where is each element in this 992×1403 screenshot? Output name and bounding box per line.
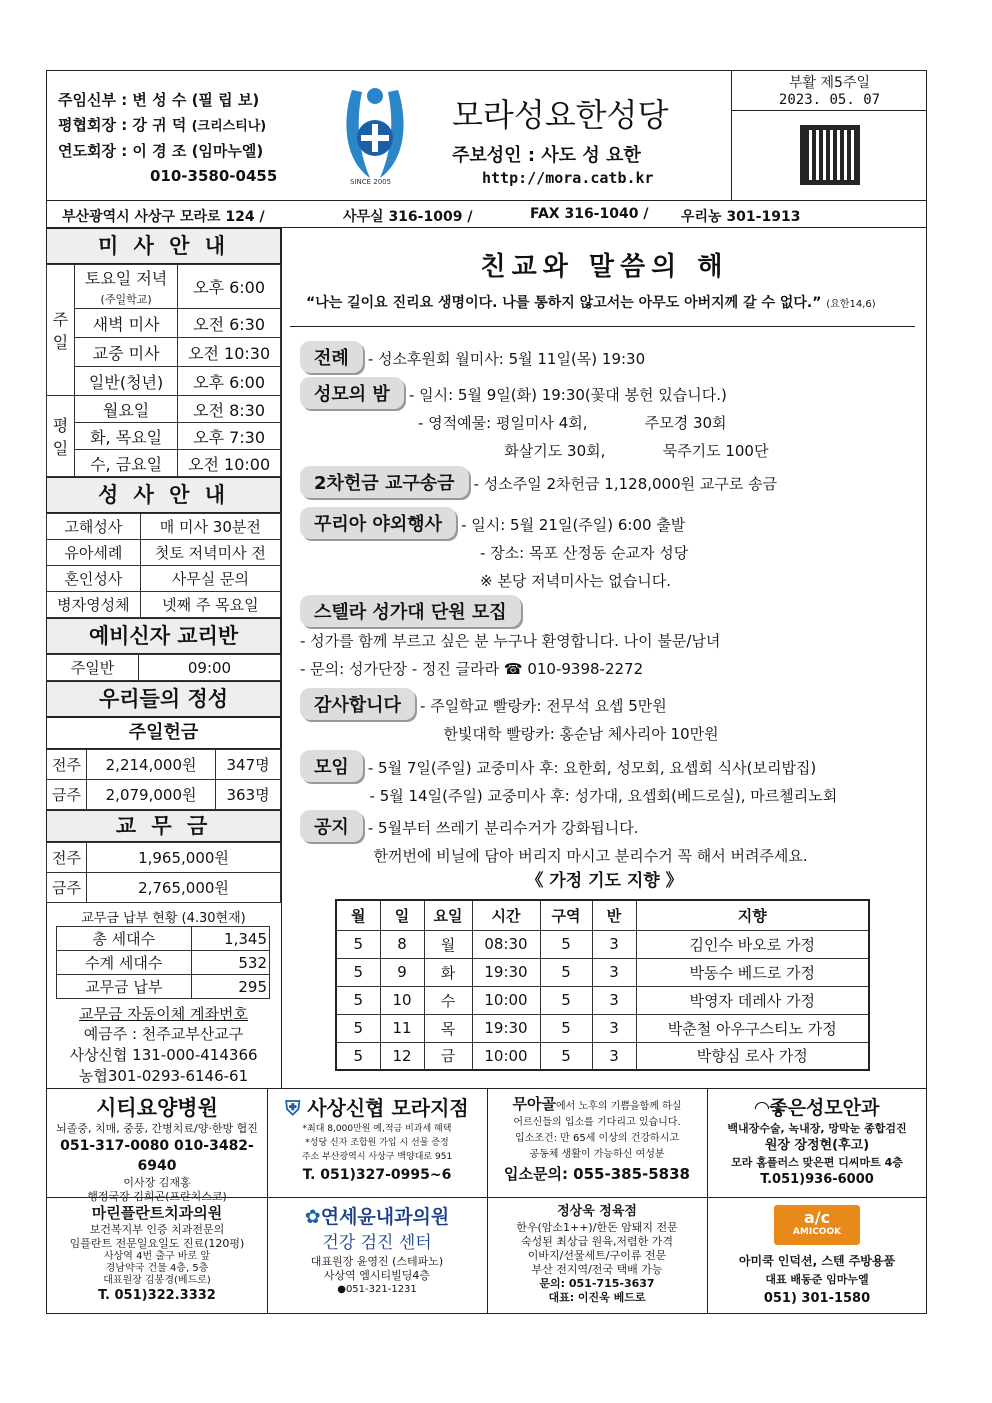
logo-text: AMICOOK: [792, 1227, 842, 1237]
ad-line: 공동체 생활이 가능하신 여성분: [529, 1149, 665, 1160]
section-line: - 주일학교 빨랑카: 전무석 요셉 5만원: [420, 697, 667, 715]
prayer-cell: 5: [336, 1042, 380, 1070]
section-tag: 전례: [300, 341, 363, 373]
scripture-quote: “나는 길이요 진리요 생명이다. 나를 통하지 않고서는 아무도 아버지께 갈 수 없다.” (요한14,6): [306, 295, 876, 311]
role: 주임신부: [58, 91, 116, 109]
mass-time: 오전 10:00: [178, 450, 281, 477]
left-column: [46, 228, 281, 1087]
prayer-cell: 박향심 로사 가정: [636, 1042, 869, 1070]
mass-table: [46, 264, 281, 477]
ad-line: 한우(암소1++)/한돈 암돼지 전문: [516, 1221, 678, 1234]
staff-row: 주임신부 : 변 성 수 (필 립 보): [58, 91, 260, 109]
section-line: 한빛대학 빨랑카: 홍순남 체사리아 10만원: [434, 725, 719, 743]
ad-line: 이사장 김재홍: [123, 1176, 191, 1189]
eye-logo-icon: ◠: [754, 1097, 770, 1119]
ad-line: 대표원장 윤영진 (스테파노): [310, 1255, 444, 1268]
ad-internal-clinic: [270, 1203, 484, 1297]
ad-title: 정상욱 정육점: [557, 1204, 637, 1219]
prayer-cell: 수: [424, 986, 472, 1014]
ad-title-row: [270, 1203, 484, 1231]
ad-line: 행정국장 김희곤(프란치스코): [87, 1190, 227, 1203]
ad-title: 아미쿡 인덕션, 스텐 주방용품: [738, 1254, 896, 1268]
dues-title: 교 무 금: [46, 810, 281, 842]
prayer-row: [336, 958, 869, 986]
sacrament-name: 고해성사: [47, 514, 141, 540]
amicook-logo-icon: [774, 1205, 860, 1245]
prayer-cell: 10:00: [472, 1042, 540, 1070]
section-line: - 성소주일 2차헌금 1,128,000원 교구로 송금: [473, 475, 778, 493]
ad-title: 시티요양병원: [96, 1096, 218, 1120]
section-tag: 모임: [300, 750, 363, 782]
staff-row: 평협회장 : 강 귀 덕 (크리스티나): [58, 116, 267, 134]
church-name: 모라성요한성당: [452, 96, 669, 134]
ad-divider: [267, 1088, 268, 1314]
status-label: 총 세대수: [57, 927, 192, 951]
ad-line: 모라 홈플러스 맞은편 디씨마트 4층: [731, 1156, 903, 1169]
ad-line: 숙성된 최상급 원육,저렴한 가격: [520, 1235, 674, 1248]
bank-logo-icon: ⛨: [285, 1096, 301, 1120]
ad-title-row: [490, 1096, 704, 1115]
prayer-cell: 3: [592, 986, 636, 1014]
section-curia: [300, 507, 688, 595]
prayer-cell: 목: [424, 1014, 472, 1042]
section-line: - 영적예물: 평일미사 4회, 주모경 30회: [418, 414, 727, 432]
prayer-cell: 19:30: [472, 958, 540, 986]
ad-line: 대표: 이진욱 베드로: [548, 1291, 646, 1304]
prayer-cell: 박춘철 아우구스티노 가정: [636, 1014, 869, 1042]
column-divider: [281, 228, 282, 1088]
amount: 1,965,000원: [87, 843, 281, 873]
date-box: [731, 70, 927, 200]
col-header: 일: [380, 900, 424, 930]
col-header: 요일: [424, 900, 472, 930]
prayer-row: [336, 1042, 869, 1070]
prayer-cell: 10: [380, 986, 424, 1014]
prayer-cell: 3: [592, 1014, 636, 1042]
prayer-cell: 5: [336, 930, 380, 958]
prayer-cell: 5: [540, 958, 592, 986]
phone: 010-3580-0455: [150, 167, 278, 185]
section-line: - 장소: 목포 산정동 순교자 성당: [480, 544, 689, 562]
ad-line: 임플란트 전문일요일도 진료(120평): [69, 1237, 245, 1250]
account-number: 사상신협 131-000-414366: [69, 1046, 258, 1064]
prayer-cell: 월: [424, 930, 472, 958]
offering-subtitle: 주일헌금: [46, 717, 281, 749]
ad-line: *성당 신자 조합원 가입 시 선물 증정: [305, 1138, 449, 1148]
saint: (필 립 보): [191, 91, 260, 109]
ad-title-row: [710, 1094, 924, 1122]
ad-phone: 문의: 051-715-3637: [539, 1277, 655, 1290]
week-label: 전주: [47, 750, 87, 780]
ad-divider: [487, 1088, 488, 1314]
prayer-cell: 5: [540, 1014, 592, 1042]
account-title: 교무금 자동이체 계좌번호: [79, 1005, 248, 1023]
ad-title: 연세윤내과의원: [320, 1206, 450, 1228]
church-logo-icon: [340, 80, 410, 190]
website-link[interactable]: http://mora.catb.kr: [482, 169, 654, 187]
sacrament-name: 병자영성체: [47, 592, 141, 618]
prayer-cell: 김인수 바오로 가정: [636, 930, 869, 958]
col-header: 월: [336, 900, 380, 930]
prayer-cell: 11: [380, 1014, 424, 1042]
dues-status-table: [56, 926, 270, 999]
section-tag: 2차헌금 교구송금: [300, 466, 469, 498]
mass-time: 오전 8:30: [178, 396, 281, 423]
section-line: - 5월 14일(주일) 교중미사 후: 성가대, 요셉회(베드로실), 마르첼리노회: [360, 787, 838, 805]
section-notice: [300, 810, 808, 870]
ad-dental: [50, 1203, 264, 1305]
year-title: 친교와 말씀의 해: [480, 252, 729, 282]
ad-line: 보건복지부 인증 치과전문의: [89, 1223, 225, 1236]
prayer-cell: 5: [540, 986, 592, 1014]
fax: FAX 316-1040 /: [530, 206, 649, 222]
ad-phone-row: [270, 1283, 484, 1297]
mass-title: 미 사 안 내: [46, 228, 281, 264]
prayer-row: [336, 930, 869, 958]
class-time: 09:00: [139, 655, 281, 681]
prayer-cell: 5: [540, 930, 592, 958]
prayer-title: 《 가정 기도 지향 》: [526, 871, 683, 891]
account-number: 농협301-0293-6146-61: [78, 1067, 249, 1085]
mass-name: 새벽 미사: [75, 309, 178, 338]
prayer-cell: 5: [336, 1014, 380, 1042]
ad-subtitle: 건강 검진 센터: [322, 1233, 432, 1253]
ad-line: *최대 8,000만원 예,적금 비과세 혜택: [302, 1124, 452, 1134]
office-phone: 사무실 316-1009 /: [343, 209, 473, 225]
role: 평협회장: [58, 116, 116, 134]
ad-butcher: [490, 1203, 704, 1305]
section-tag: 스텔라 성가대 단원 모집: [300, 595, 521, 627]
mass-name: 수, 금요일: [75, 450, 178, 477]
catechumen-title: 예비신자 교리반: [46, 618, 281, 654]
count: 363명: [216, 780, 281, 810]
ad-eye-clinic: [710, 1094, 924, 1190]
prayer-cell: 12: [380, 1042, 424, 1070]
section-line: - 문의: 성가단장 - 정진 글라라 ☎ 010-9398-2272: [300, 660, 644, 678]
count: 347명: [216, 750, 281, 780]
col-header: 반: [592, 900, 636, 930]
prayer-cell: 3: [592, 930, 636, 958]
prayer-cell: 9: [380, 958, 424, 986]
section-line: - 성가를 함께 부르고 싶은 분 누구나 환영합니다. 나이 불문/남녀: [300, 632, 721, 650]
prayer-table: [335, 899, 870, 1071]
mass-name: 교중 미사: [75, 338, 178, 367]
prayer-row: [336, 1014, 869, 1042]
ad-city-hospital: [50, 1094, 264, 1204]
staff-block: [58, 88, 328, 189]
sacrament-table: [46, 513, 281, 618]
prayer-cell: 박동수 베드로 가정: [636, 958, 869, 986]
section-liturgy: [300, 341, 645, 373]
ad-line: 사상역 엠시티빌딩4층: [323, 1269, 431, 1282]
address: 부산광역시 사상구 모라로 124 /: [62, 209, 265, 225]
section-tag: 성모의 밤: [300, 377, 404, 409]
clinic-logo-icon: ✿: [304, 1206, 321, 1228]
prayer-header: [336, 900, 869, 930]
ad-divider: [707, 1088, 708, 1314]
section-line: - 일시: 5월 9일(화) 19:30(꽃대 봉헌 있습니다.): [408, 386, 727, 404]
status-value: 532: [191, 951, 269, 975]
ad-line: 경남약국 건물 4층, 5층: [105, 1263, 209, 1274]
offering-title: 우리들의 정성: [46, 681, 281, 717]
col-header: 지향: [636, 900, 869, 930]
prayer-cell: 5: [336, 986, 380, 1014]
prayer-row: [336, 986, 869, 1014]
address-bar: [46, 200, 927, 228]
logo-mark: a/c: [803, 1208, 831, 1227]
week-label: 금주: [47, 780, 87, 810]
status-value: 1,345: [191, 927, 269, 951]
ad-line: 부산 전지역/전국 택배 가능: [531, 1263, 663, 1276]
ad-title-row: [270, 1094, 484, 1122]
section-line: - 5월부터 쓰레기 분리수거가 강화됩니다.: [367, 819, 639, 837]
account-holder: 예금주 : 천주교부산교구: [83, 1025, 244, 1043]
mass-time: 오후 7:30: [178, 423, 281, 450]
ad-line: 입소조건: 만 65세 이상의 건강하시고: [514, 1133, 680, 1144]
post-phone: 우리농 301-1913: [681, 209, 801, 225]
staff-row: 연도회장 : 이 경 조 (임마누엘): [58, 142, 264, 160]
sacrament-name: 유아세례: [47, 540, 141, 566]
prayer-cell: 10:00: [472, 986, 540, 1014]
sacrament-title: 성 사 안 내: [46, 477, 281, 513]
ad-line: 백내장수술, 녹내장, 망막눈 종합검진: [727, 1122, 907, 1135]
prayer-cell: 19:30: [472, 1014, 540, 1042]
ad-line: 대표 배동준 임마누엘: [765, 1273, 869, 1286]
dues-status-title: 교무금 납부 현황 (4.30현재): [81, 911, 246, 926]
amount: 2,214,000원: [87, 750, 216, 780]
patron-saint: 주보성인 : 사도 성 요한: [452, 145, 641, 166]
ad-phone: 051) 301-1580: [763, 1291, 871, 1306]
col-header: 시간: [472, 900, 540, 930]
week-label: 금주: [47, 873, 87, 903]
ad-nursing-home: [490, 1096, 704, 1185]
prayer-cell: 3: [592, 958, 636, 986]
mass-name: 토요일 저녁 (주일학교): [75, 265, 178, 309]
prayer-cell: 5: [540, 1042, 592, 1070]
ad-title: 사상신협 모라지점: [307, 1096, 469, 1120]
section-tag: 감사합니다: [300, 688, 415, 720]
mass-name: 월요일: [75, 396, 178, 423]
section-thanks: [300, 688, 719, 748]
mass-name: 일반(청년): [75, 367, 178, 396]
section-mary-night: [300, 377, 768, 465]
amount: 2,765,000원: [87, 873, 281, 903]
mass-time: 오후 6:00: [178, 265, 281, 309]
qr-code-icon: [800, 125, 860, 185]
sacrament-time: 넷째 주 목요일: [140, 592, 280, 618]
ad-title: 무아골: [512, 1095, 556, 1113]
mass-time: 오전 10:30: [178, 338, 281, 367]
section-tag: 꾸리아 야외행사: [300, 507, 456, 539]
prayer-cell: 화: [424, 958, 472, 986]
ad-line: 어르신들의 입소를 기다리고 있습니다.: [513, 1117, 681, 1128]
section-choir: [300, 595, 720, 683]
ad-phone: 051-321-1231: [345, 1284, 417, 1295]
section-meeting: [300, 750, 837, 810]
ad-phone: T.051)936-6000: [760, 1172, 874, 1187]
ad-line: 사상역 4번 출구 바로 앞: [103, 1251, 211, 1262]
offering-table: [46, 749, 281, 810]
mass-name: 화, 목요일: [75, 423, 178, 450]
section-line: 화살기도 30회, 묵주기도 100단: [490, 442, 769, 460]
section-line: ※ 본당 저녁미사는 없습니다.: [480, 572, 672, 590]
ad-title: 좋은성모안과: [769, 1097, 880, 1119]
prayer-cell: 금: [424, 1042, 472, 1070]
week-label: 전주: [47, 843, 87, 873]
saint: (크리스티나): [191, 119, 267, 134]
prayer-cell: 박영자 데레사 가정: [636, 986, 869, 1014]
amount: 2,079,000원: [87, 780, 216, 810]
sacrament-name: 혼인성사: [47, 566, 141, 592]
mass-time: 오후 6:00: [178, 367, 281, 396]
name: 변 성 수: [132, 91, 187, 109]
date: 2023. 05. 07: [732, 92, 927, 111]
catechumen-table: [46, 654, 281, 681]
ad-credit-union: [270, 1094, 484, 1186]
phone-icon: ●: [337, 1284, 346, 1295]
status-label: 교무금 납부: [57, 975, 192, 999]
ad-phone: T. 051)322.3332: [98, 1288, 216, 1303]
section-line: - 5월 7일(주일) 교중미사 후: 요한회, 성모회, 요셉회 식사(보리밥집): [367, 759, 817, 777]
name: 이 경 조: [132, 142, 187, 160]
ad-line: 뇌졸중, 치매, 중풍, 간병치료/양·한방 협진: [56, 1122, 258, 1135]
ad-phone: T. 051)327-0995~6: [302, 1167, 452, 1183]
sacrament-time: 첫토 저녁미사 전: [140, 540, 280, 566]
ad-line: 대표원장 김봉경(베드로): [103, 1275, 211, 1286]
name: 강 귀 덕: [132, 116, 187, 134]
week-label: 부활 제5주일: [789, 75, 870, 91]
section-line: - 일시: 5월 21일(주일) 6:00 출발: [461, 516, 686, 534]
sunday-label: 주일: [47, 265, 75, 396]
section-second-collection: [300, 466, 777, 498]
sacrament-time: 매 미사 30분전: [140, 514, 280, 540]
role: 연도회장: [58, 142, 116, 160]
prayer-cell: 08:30: [472, 930, 540, 958]
class-name: 주일반: [47, 655, 139, 681]
section-line: 한꺼번에 비닐에 담아 버리지 마시고 분리수거 꼭 해서 버려주세요.: [364, 847, 808, 865]
saint: (임마누엘): [191, 142, 264, 160]
ad-phone: 051-317-0080 010-3482-6940: [60, 1138, 254, 1174]
col-header: 구역: [540, 900, 592, 930]
ad-phone: 입소문의: 055-385-5838: [503, 1165, 690, 1183]
prayer-cell: 5: [336, 958, 380, 986]
dues-table: [46, 842, 281, 903]
prayer-cell: 8: [380, 930, 424, 958]
section-tag: 공지: [300, 810, 363, 842]
status-label: 수계 세대수: [57, 951, 192, 975]
ad-title: 마린플란트치과의원: [91, 1204, 223, 1222]
ad-line: 주소 부산광역시 사상구 백양대로 951: [301, 1152, 453, 1162]
quote-divider: [290, 326, 915, 327]
ad-line: 에서 노후의 기쁨을함께 하실: [556, 1101, 682, 1112]
mass-time: 오전 6:30: [178, 309, 281, 338]
ad-line: 이바지/선물세트/구이류 전문: [527, 1249, 667, 1262]
sacrament-time: 사무실 문의: [140, 566, 280, 592]
weekday-label: 평일: [47, 396, 75, 477]
ad-line: 원장 장정현(후고): [764, 1138, 870, 1153]
section-line: - 성소후원회 월미사: 5월 11일(목) 19:30: [367, 350, 646, 368]
prayer-cell: 3: [592, 1042, 636, 1070]
logo-since: SINCE 2005: [350, 178, 392, 186]
ad-amicook: [710, 1203, 924, 1309]
status-value: 295: [191, 975, 269, 999]
